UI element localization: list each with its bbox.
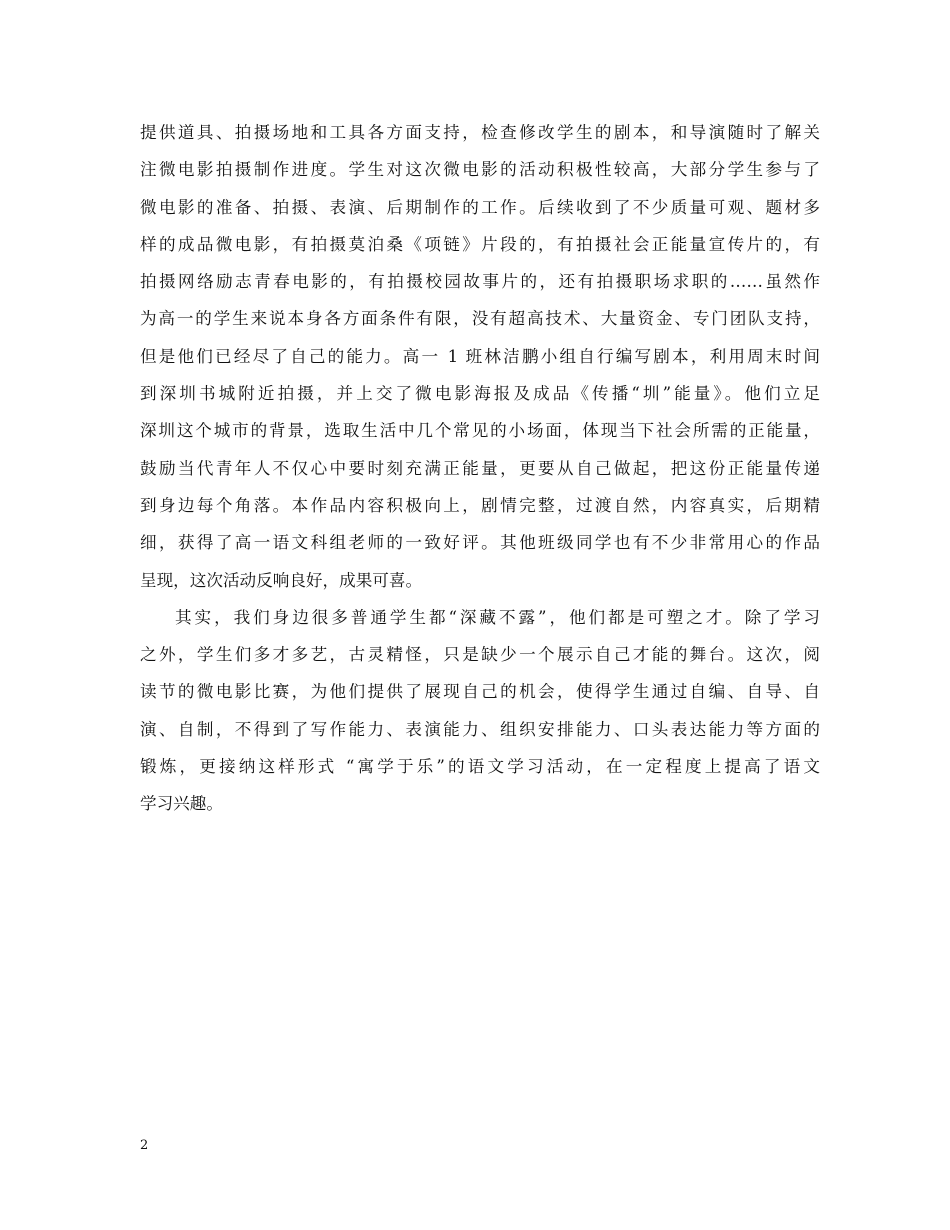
text-line: 为高一的学生来说本身各方面条件有限，没有超高技术、大量资金、专门团队支持， xyxy=(140,309,820,329)
text-line: 拍摄网络励志青春电影的，有拍摄校园故事片的，还有拍摄职场求职的……虽然作 xyxy=(140,272,820,292)
text-line: 但是他们已经尽了自己的能力。高一 1 班林洁鹏小组自行编写剧本，利用周末时间 xyxy=(140,346,820,366)
text-line: 演、自制，不得到了写作能力、表演能力、组织安排能力、口头表达能力等方面的 xyxy=(140,719,820,739)
text-line: 提供道具、拍摄场地和工具各方面支持，检查修改学生的剧本，和导演随时了解关 xyxy=(140,123,820,142)
text-line: 微电影的准备、拍摄、表演、后期制作的工作。后续收到了不少质量可观、题材多 xyxy=(140,197,820,217)
text-line: 呈现，这次活动反响良好，成果可喜。 xyxy=(140,570,423,590)
text-line: 其实，我们身边很多普通学生都“深藏不露”，他们都是可塑之才。除了学习 xyxy=(175,607,820,627)
paragraph-2 xyxy=(140,599,820,823)
text-line: 细，获得了高一语文科组老师的一致好评。其他班级同学也有不少非常用心的作品 xyxy=(140,533,820,553)
page-number: 2 xyxy=(140,1138,149,1153)
text-line: 样的成品微电影，有拍摄莫泊桑《项链》片段的，有拍摄社会正能量宣传片的，有 xyxy=(140,234,820,254)
text-line: 到深圳书城附近拍摄，并上交了微电影海报及成品《传播“圳”能量》。他们立足 xyxy=(140,384,820,404)
document-body xyxy=(140,114,820,823)
text-line: 鼓励当代青年人不仅心中要时刻充满正能量，更要从自己做起，把这份正能量传递 xyxy=(140,458,820,478)
paragraph-1 xyxy=(140,114,820,599)
text-line: 注微电影拍摄制作进度。学生对这次微电影的活动积极性较高，大部分学生参与了 xyxy=(140,160,820,180)
text-line: 锻炼，更接纳这样形式 “寓学于乐”的语文学习活动，在一定程度上提高了语文 xyxy=(140,757,820,777)
text-line: 读节的微电影比赛，为他们提供了展现自己的机会，使得学生通过自编、自导、自 xyxy=(140,682,820,702)
text-line: 深圳这个城市的背景，选取生活中几个常见的小场面，体现当下社会所需的正能量， xyxy=(140,421,820,441)
text-line: 到身边每个角落。本作品内容积极向上，剧情完整，过渡自然，内容真实，后期精 xyxy=(140,495,820,515)
text-line: 学习兴趣。 xyxy=(140,794,223,814)
text-line: 之外，学生们多才多艺，古灵精怪，只是缺少一个展示自己才能的舞台。这次，阅 xyxy=(140,645,820,665)
